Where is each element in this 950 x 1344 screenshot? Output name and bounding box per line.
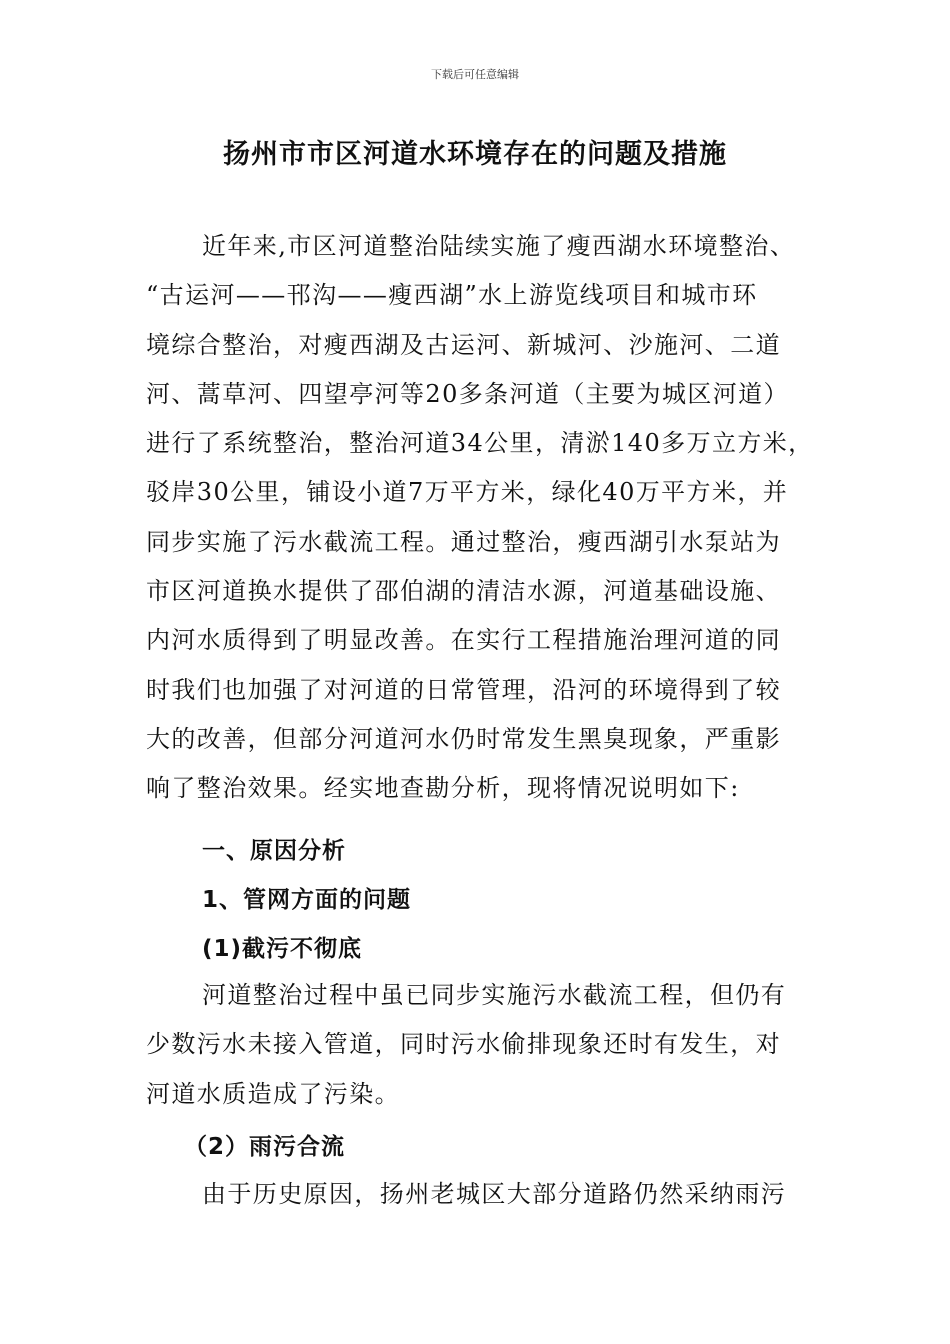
paragraph-line: “古运河——邗沟——瘦西湖”水上游览线项目和城市环 <box>146 281 758 310</box>
paragraph-line: 境综合整治，对瘦西湖及古运河、新城河、沙施河、二道 <box>146 330 781 359</box>
sub-subsection-heading: （2）雨污合流 <box>184 1134 346 1160</box>
paragraph-line: 内河水质得到了明显改善。在实行工程措施治理河道的同 <box>146 626 781 655</box>
paragraph-line: 近年来,市区河道整治陆续实施了瘦西湖水环境整治、 <box>202 232 796 260</box>
sub-subsection-heading: (1)截污不彻底 <box>202 936 363 962</box>
subsection-heading: 1、管网方面的问题 <box>202 887 412 913</box>
paragraph-line: 大的改善，但部分河道河水仍时常发生黑臭现象，严重影 <box>146 724 781 753</box>
paragraph-line: 驳岸30公里，铺设小道7万平方米，绿化40万平方米，并 <box>146 478 789 507</box>
paragraph-line: 响了整治效果。经实地查勘分析，现将情况说明如下: <box>146 774 740 803</box>
paragraph-interception <box>146 971 826 1119</box>
paragraph-line: 市区河道换水提供了邵伯湖的清洁水源，河道基础设施、 <box>146 577 781 606</box>
paragraph-line: 少数污水未接入管道，同时污水偷排现象还时有发生，对 <box>146 1030 781 1059</box>
document-title: 扬州市市区河道水环境存在的问题及措施 <box>223 139 727 170</box>
section-heading: 一、原因分析 <box>202 838 346 864</box>
paragraph-line: 同步实施了污水截流工程。通过整治，瘦西湖引水泵站为 <box>146 527 781 556</box>
paragraph-line: 时我们也加强了对河道的日常管理，沿河的环境得到了较 <box>146 675 781 704</box>
paragraph-line: 河道水质造成了污染。 <box>146 1079 400 1108</box>
paragraph-line: 河道整治过程中虽已同步实施污水截流工程，但仍有 <box>202 981 787 1009</box>
paragraph-line: 进行了系统整治，整治河道34公里，清淤140多万立方米， <box>146 429 814 458</box>
paragraph-line: 河、蒿草河、四望亭河等20多条河道（主要为城区河道） <box>146 379 789 408</box>
paragraph-line: 由于历史原因，扬州老城区大部分道路仍然采纳雨污 <box>202 1180 787 1208</box>
header-note: 下载后可任意编辑 <box>431 68 519 81</box>
paragraph-combined-sewer <box>146 1170 826 1219</box>
paragraph-intro <box>146 222 826 814</box>
